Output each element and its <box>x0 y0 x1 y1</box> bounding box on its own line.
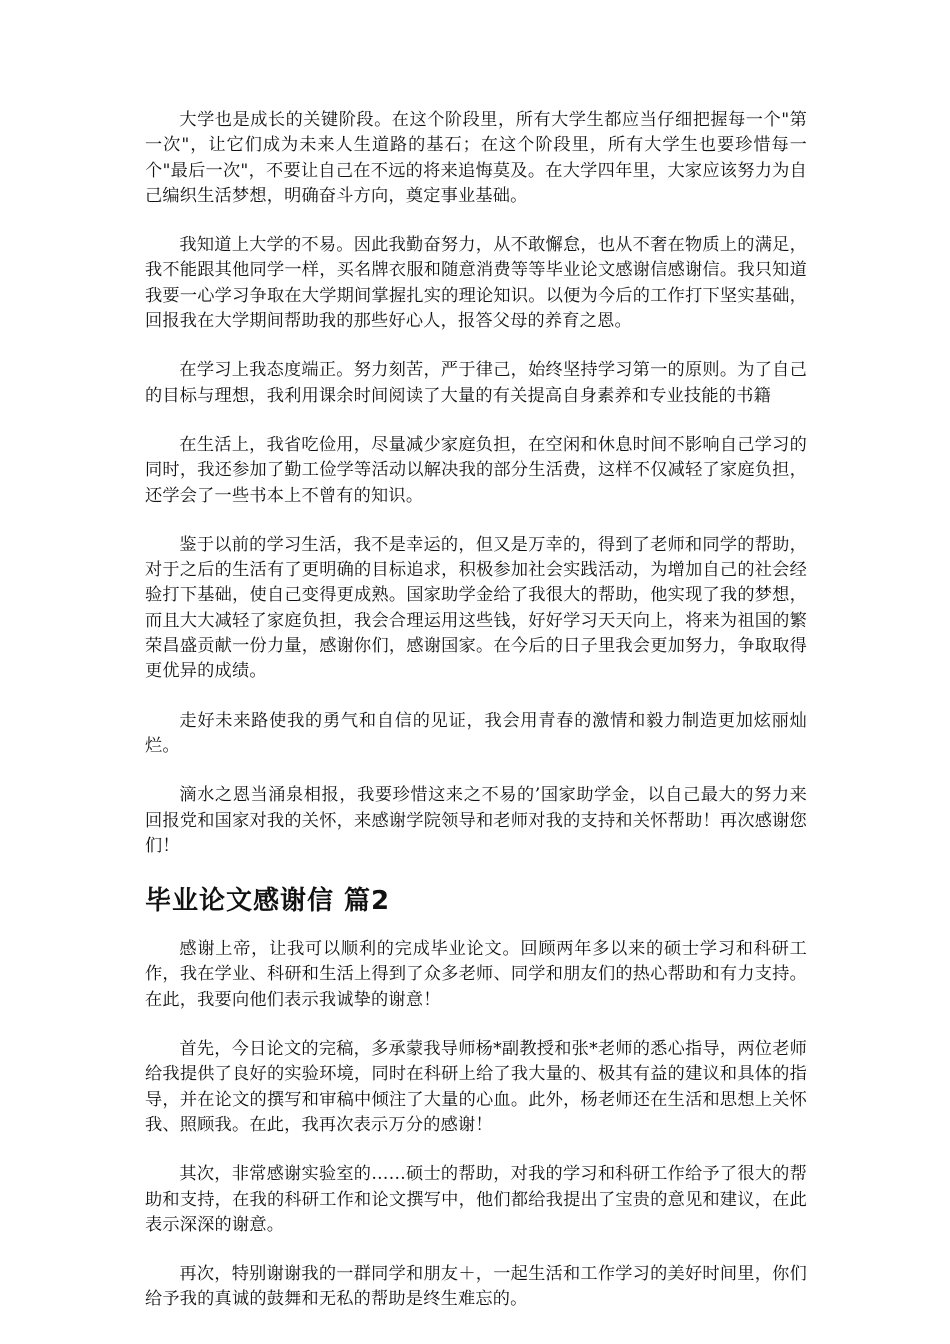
paragraph: 感谢上帝，让我可以顺利的完成毕业论文。回顾两年多以来的硕士学习和科研工作，我在学业、科研和生活上得到了众多老师、同学和朋友们的热心帮助和有力支持。在此，我要向他们表示我诚挚的谢意！ <box>145 939 807 1010</box>
paragraph: 首先，今日论文的完稿，多承蒙我导师杨*副教授和张*老师的悉心指导，两位老师给我提供了良好的实验环境，同时在科研上给了我大量的、极其有益的建议和具体的指导，并在论文的撰写和审稿中倾注了大量的心血。此外，杨老师还在生活和思想上关怀我、照顾我。在此，我再次表示万分的感谢！ <box>145 1039 807 1135</box>
document-page <box>145 108 807 1337</box>
paragraph: 滴水之恩当涌泉相报，我要珍惜这来之不易的’国家助学金，以自己最大的努力来回报党和国家对我的关怀，来感谢学院领导和老师对我的支持和关怀帮助！再次感谢您们！ <box>145 785 807 856</box>
paragraph: 在学习上我态度端正。努力刻苦，严于律己，始终坚持学习第一的原则。为了自己的目标与理想，我利用课余时间阅读了大量的有关提高自身素养和专业技能的书籍 <box>145 360 807 406</box>
paragraph: 我知道上大学的不易。因此我勤奋努力，从不敢懈怠，也从不奢在物质上的满足，我不能跟其他同学一样，买名牌衣服和随意消费等等毕业论文感谢信感谢信。我只知道我要一心学习争取在大学期间掌握扎实的理论知识。以便为今后的工作打下坚实基础，回报我在大学期间帮助我的那些好心人，报答父母的养育之恩。 <box>145 235 807 332</box>
paragraph: 在生活上，我省吃俭用，尽量减少家庭负担，在空闲和休息时间不影响自己学习的同时，我还参加了勤工俭学等活动以解决我的部分生活费，这样不仅减轻了家庭负担，还学会了一些书本上不曾有的知识。 <box>145 434 807 506</box>
paragraph: 再次，特别谢谢我的一群同学和朋友＋，一起生活和工作学习的美好时间里，你们给予我的真诚的鼓舞和无私的帮助是终生难忘的。 <box>145 1264 807 1310</box>
paragraph: 走好未来路使我的勇气和自信的见证，我会用青春的激情和毅力制造更加炫丽灿烂。 <box>145 710 807 756</box>
section-heading: 毕业论文感谢信 篇2 <box>145 886 391 917</box>
paragraph: 其次，非常感谢实验室的……硕士的帮助，对我的学习和科研工作给予了很大的帮助和支持，在我的科研工作和论文撰写中，他们都给我提出了宝贵的意见和建议，在此表示深深的谢意。 <box>145 1164 807 1235</box>
paragraph: 大学也是成长的关键阶段。在这个阶段里，所有大学生都应当仔细把握每一个"第一次"，让它们成为未来人生道路的基石；在这个阶段里，所有大学生也要珍惜每一个"最后一次"，不要让自己在不远的将来追悔莫及。在大学四年里，大家应该努力为自己编织生活梦想，明确奋斗方向，奠定事业基础。 <box>145 110 807 206</box>
paragraph: 鉴于以前的学习生活，我不是幸运的，但又是万幸的，得到了老师和同学的帮助，对于之后的生活有了更明确的目标追求，积极参加社会实践活动，为增加自己的社会经验打下基础，使自己变得更成熟。国家助学金给了我很大的帮助，他实现了我的梦想，而且大大减轻了家庭负担，我会合理运用这些钱，好好学习天天向上，将来为祖国的繁荣昌盛贡献一份力量，感谢你们，感谢国家。在今后的日子里我会更加努力，争取取得更优异的成绩。 <box>145 534 807 682</box>
